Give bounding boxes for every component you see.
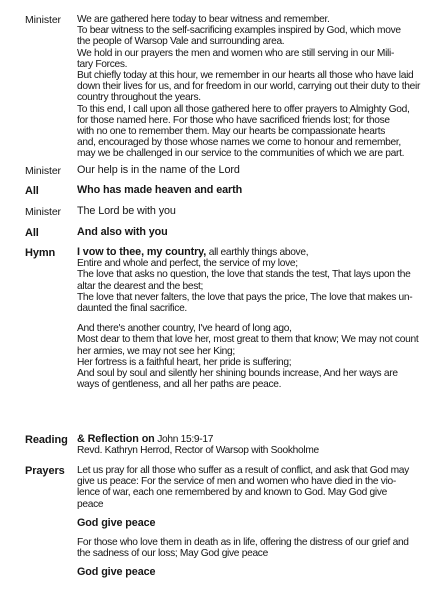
reading-first-line <box>77 434 435 445</box>
prayer-response: God give peace <box>77 516 156 529</box>
text-line: give us peace: For the service of men and women who have died in the vio- <box>77 476 397 488</box>
response-text: And also with you <box>77 226 168 238</box>
text-line: And soul by soul and silently her shining bounds increase, And her ways are <box>77 368 398 380</box>
text-line: To this end, I call upon all those gathered here to offer prayers to Almighty God, <box>77 103 410 115</box>
prayer-response: God give peace <box>77 566 156 579</box>
text-line: Most dear to them that love her, most great to them that know; We may not count <box>77 334 419 346</box>
text-line: The love that never falters, the love that pays the price, The love that makes un- <box>77 291 413 303</box>
text-line: her armies, we may not see her King; <box>77 345 235 357</box>
text-line: and, encouraged by those whose names we come to honour and remember, <box>77 137 401 149</box>
text-line: To bear witness to the self-sacrificing examples inspired by God, which move <box>77 25 401 37</box>
text-line: We hold in our prayers the men and women who are still serving in our Mili- <box>77 47 395 59</box>
text-line: tary Forces. <box>77 58 128 70</box>
reading-text <box>77 434 435 456</box>
text-line: country throughout the years. <box>77 92 201 104</box>
reading-reference: John 15:9-17 <box>154 434 214 445</box>
hymn-title: I vow to thee, my country, <box>77 246 207 258</box>
speaker-label: Hymn <box>25 247 56 259</box>
text-line: Let us pray for all those who suffer as a result of conflict, and ask that God may <box>77 465 409 476</box>
speaker-label: Prayers <box>25 465 65 477</box>
text-line: altar the dearest and the best; <box>77 280 204 292</box>
text-line: for those named here. For those who have sacrificed friends lost; for those <box>77 114 390 126</box>
reading-title: & Reflection on <box>77 433 155 445</box>
hymn-text <box>77 247 435 390</box>
text-line: Her fortress is a faithful heart, her pride is suffering; <box>77 356 292 368</box>
text-line: Entire and whole and perfect, the service of my love; <box>77 258 298 270</box>
speaker-label: Reading <box>25 434 68 446</box>
prayers-text <box>77 465 435 579</box>
text-line: may we be challenged in our service to the communities of which we are part. <box>77 148 405 160</box>
text-fragment: all earthly things above, <box>206 247 309 258</box>
response-text: Who has made heaven and earth <box>77 184 243 196</box>
speaker-label: Minister <box>25 14 61 26</box>
text-line: peace <box>77 498 104 510</box>
text-line: the people of Warsop Vale and surrounding area. <box>77 36 285 48</box>
response-text: The Lord be with you <box>77 205 176 217</box>
text-line: the sadness of our loss; May God give peace <box>77 548 268 560</box>
text-line: We are gathered here today to bear witness and remember. <box>77 14 330 25</box>
response-text: Our help is in the name of the Lord <box>77 164 240 176</box>
text-line: down their lives for us, and for freedom in our world, carrying out their duty to their <box>77 81 421 93</box>
text-line: And there's another country, I've heard of long ago, <box>77 323 292 335</box>
text-line: with no one to remember them. May our hearts be compassionate hearts <box>77 126 386 138</box>
speaker-label: All <box>25 227 39 239</box>
text-line: The love that asks no question, the love that stands the test, That lays upon the <box>77 269 411 281</box>
speaker-label: Minister <box>25 206 61 218</box>
minister-opening-text <box>77 14 435 160</box>
text-line: But chiefly today at this hour, we remember in our hearts all those who have laid <box>77 70 414 82</box>
text-line: lence of war, each one remembered by and known to God. May God give <box>77 487 388 499</box>
speaker-label: All <box>25 185 39 197</box>
text-line: ways of gentleness, and all her paths are peace. <box>77 379 282 391</box>
text-line: daunted the final sacrifice. <box>77 303 187 315</box>
text-line: Revd. Kathryn Herrod, Rector of Warsop with Sookholme <box>77 445 319 457</box>
hymn-first-line <box>77 247 435 258</box>
speaker-label: Minister <box>25 165 61 177</box>
text-line: For those who love them in death as in life, offering the distress of our grief and <box>77 537 409 549</box>
